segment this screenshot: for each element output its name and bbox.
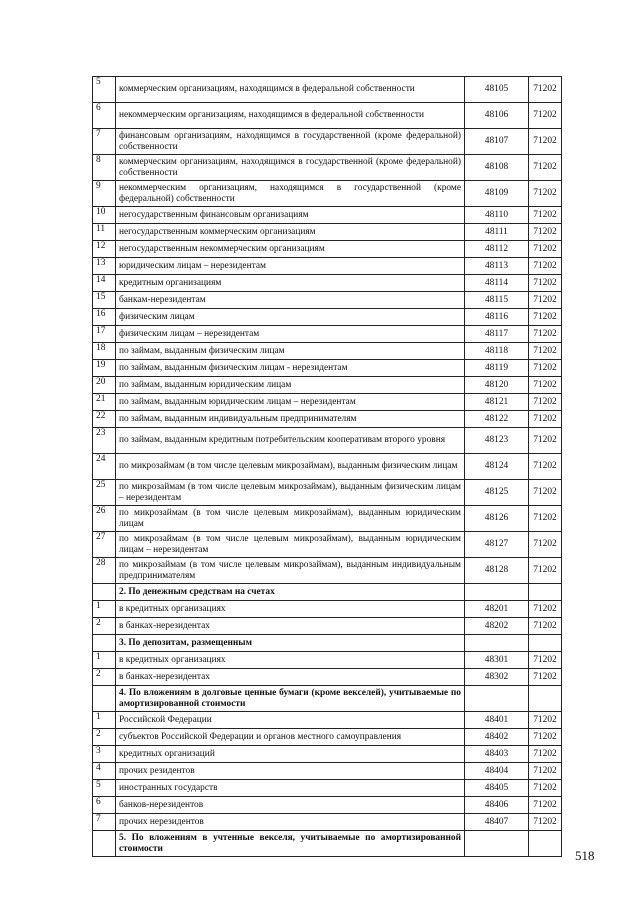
table-row [93, 532, 562, 558]
symbol-code: 71202 [529, 258, 562, 275]
row-number: 7 [93, 814, 116, 831]
row-number: 14 [93, 275, 116, 292]
section-header-row [93, 686, 562, 712]
page-number: 518 [575, 848, 595, 863]
symbol-code: 71202 [529, 601, 562, 618]
section-header-row [93, 584, 562, 601]
table-row [93, 601, 562, 618]
table-row [93, 103, 562, 129]
table-row [93, 763, 562, 780]
row-description: негосударственным финансовым организациям [116, 207, 465, 224]
accounts-table [92, 76, 562, 857]
table-row [93, 394, 562, 411]
table-row [93, 652, 562, 669]
section-header-row [93, 635, 562, 652]
table-row [93, 275, 562, 292]
symbol-code: 71202 [529, 797, 562, 814]
row-description: прочих резидентов [116, 763, 465, 780]
row-description: некоммерческим организациям, находящимся в федеральной собственности [116, 103, 465, 129]
row-description: юридическим лицам – нерезидентам [116, 258, 465, 275]
row-description: субъектов Российской Федерации и органов местного самоуправления [116, 729, 465, 746]
table-row [93, 129, 562, 155]
row-number: 1 [93, 601, 116, 618]
account-code: 48117 [465, 326, 529, 343]
row-number: 17 [93, 326, 116, 343]
account-code: 48402 [465, 729, 529, 746]
table-row [93, 480, 562, 506]
symbol-code: 71202 [529, 428, 562, 454]
row-number: 2 [93, 618, 116, 635]
account-code: 48127 [465, 532, 529, 558]
account-code: 48115 [465, 292, 529, 309]
table-row [93, 181, 562, 207]
row-description: физическим лицам [116, 309, 465, 326]
account-code: 48126 [465, 506, 529, 532]
row-description: в кредитных организациях [116, 652, 465, 669]
account-code: 48121 [465, 394, 529, 411]
symbol-code: 71202 [529, 652, 562, 669]
row-description: кредитных организаций [116, 746, 465, 763]
row-number: 25 [93, 480, 116, 506]
section-title: 3. По депозитам, размещенным [116, 635, 465, 652]
row-description: по займам, выданным физическим лицам [116, 343, 465, 360]
account-code: 48111 [465, 224, 529, 241]
table-row [93, 814, 562, 831]
row-number: 23 [93, 428, 116, 454]
symbol-code: 71202 [529, 480, 562, 506]
account-code: 48403 [465, 746, 529, 763]
account-code: 48107 [465, 129, 529, 155]
symbol-code: 71202 [529, 746, 562, 763]
row-description: финансовым организациям, находящимся в государственной (кроме федеральной) собственности [116, 129, 465, 155]
table-row [93, 360, 562, 377]
account-code: 48202 [465, 618, 529, 635]
row-number [93, 686, 116, 712]
table-row [93, 377, 562, 394]
row-description: иностранных государств [116, 780, 465, 797]
row-number: 4 [93, 763, 116, 780]
row-description: по микрозаймам (в том числе целевым микрозаймам), выданным юридическим лицам – нерезидентам [116, 532, 465, 558]
section-title: 4. По вложениям в долговые ценные бумаги (кроме векселей), учитываемые по амортизированной стоимости [116, 686, 465, 712]
account-code: 48125 [465, 480, 529, 506]
row-number: 1 [93, 652, 116, 669]
symbol-code: 71202 [529, 558, 562, 584]
row-description: по займам, выданным физическим лицам - нерезидентам [116, 360, 465, 377]
row-number: 7 [93, 129, 116, 155]
account-code: 48120 [465, 377, 529, 394]
symbol-code: 71202 [529, 669, 562, 686]
row-description: по микрозаймам (в том числе целевым микрозаймам), выданным физическим лицам – нерезидентам [116, 480, 465, 506]
row-number: 22 [93, 411, 116, 428]
symbol-code [529, 831, 562, 857]
account-code: 48301 [465, 652, 529, 669]
table-row [93, 155, 562, 181]
symbol-code: 71202 [529, 309, 562, 326]
row-description: Российской Федерации [116, 712, 465, 729]
section-title: 2. По денежным средствам на счетах [116, 584, 465, 601]
account-code [465, 831, 529, 857]
row-description: в кредитных организациях [116, 601, 465, 618]
account-code: 48113 [465, 258, 529, 275]
symbol-code: 71202 [529, 241, 562, 258]
table-row [93, 326, 562, 343]
table-row [93, 428, 562, 454]
table-row [93, 669, 562, 686]
row-number: 21 [93, 394, 116, 411]
account-code: 48124 [465, 454, 529, 480]
account-code: 48407 [465, 814, 529, 831]
table-row [93, 454, 562, 480]
account-code: 48128 [465, 558, 529, 584]
account-code: 48105 [465, 77, 529, 103]
account-code: 48302 [465, 669, 529, 686]
row-number: 26 [93, 506, 116, 532]
symbol-code: 71202 [529, 618, 562, 635]
row-description: по займам, выданным юридическим лицам – нерезидентам [116, 394, 465, 411]
row-number: 27 [93, 532, 116, 558]
table-row [93, 780, 562, 797]
row-number: 28 [93, 558, 116, 584]
symbol-code: 71202 [529, 292, 562, 309]
row-description: кредитным организациям [116, 275, 465, 292]
row-number: 11 [93, 224, 116, 241]
row-description: по займам, выданным кредитным потребительским кооперативам второго уровня [116, 428, 465, 454]
account-code [465, 686, 529, 712]
symbol-code: 71202 [529, 103, 562, 129]
row-number: 5 [93, 780, 116, 797]
row-description: в банках-нерезидентах [116, 618, 465, 635]
symbol-code: 71202 [529, 780, 562, 797]
row-description: негосударственным некоммерческим организациям [116, 241, 465, 258]
section-header-row [93, 831, 562, 857]
row-number: 2 [93, 669, 116, 686]
row-description: прочих нерезидентов [116, 814, 465, 831]
row-number: 1 [93, 712, 116, 729]
row-description: коммерческим организациям, находящимся в государственной (кроме федеральной) собственности [116, 155, 465, 181]
row-description: негосударственным коммерческим организациям [116, 224, 465, 241]
row-description: коммерческим организациям, находящимся в федеральной собственности [116, 77, 465, 103]
account-code [465, 635, 529, 652]
account-code: 48106 [465, 103, 529, 129]
symbol-code: 71202 [529, 360, 562, 377]
row-description: по займам, выданным юридическим лицам [116, 377, 465, 394]
account-code: 48110 [465, 207, 529, 224]
table-row [93, 746, 562, 763]
account-code: 48406 [465, 797, 529, 814]
account-code: 48112 [465, 241, 529, 258]
table-row [93, 207, 562, 224]
row-number: 3 [93, 746, 116, 763]
table-row [93, 712, 562, 729]
account-code: 48108 [465, 155, 529, 181]
row-description: физическим лицам – нерезидентам [116, 326, 465, 343]
symbol-code: 71202 [529, 77, 562, 103]
symbol-code: 71202 [529, 207, 562, 224]
symbol-code: 71202 [529, 181, 562, 207]
account-code: 48114 [465, 275, 529, 292]
row-number: 10 [93, 207, 116, 224]
row-number [93, 831, 116, 857]
row-number [93, 635, 116, 652]
row-number: 6 [93, 797, 116, 814]
symbol-code [529, 584, 562, 601]
row-number: 16 [93, 309, 116, 326]
symbol-code: 71202 [529, 814, 562, 831]
symbol-code [529, 686, 562, 712]
table-row [93, 258, 562, 275]
table-row [93, 224, 562, 241]
table-row [93, 506, 562, 532]
symbol-code: 71202 [529, 155, 562, 181]
table-row [93, 558, 562, 584]
symbol-code: 71202 [529, 506, 562, 532]
account-code: 48119 [465, 360, 529, 377]
row-number: 18 [93, 343, 116, 360]
row-number: 6 [93, 103, 116, 129]
account-code: 48401 [465, 712, 529, 729]
row-number: 13 [93, 258, 116, 275]
row-number: 15 [93, 292, 116, 309]
account-code [465, 584, 529, 601]
row-number: 2 [93, 729, 116, 746]
row-description: по микрозаймам (в том числе целевым микрозаймам), выданным юридическим лицам [116, 506, 465, 532]
row-description: банков-нерезидентов [116, 797, 465, 814]
symbol-code: 71202 [529, 532, 562, 558]
row-description: по микрозаймам (в том числе целевым микрозаймам), выданным физическим лицам [116, 454, 465, 480]
row-description: банкам-нерезидентам [116, 292, 465, 309]
row-number: 19 [93, 360, 116, 377]
symbol-code: 71202 [529, 343, 562, 360]
symbol-code: 71202 [529, 394, 562, 411]
row-description: по микрозаймам (в том числе целевым микрозаймам), выданным индивидуальным предпринимателям [116, 558, 465, 584]
table-row [93, 343, 562, 360]
symbol-code: 71202 [529, 454, 562, 480]
account-code: 48201 [465, 601, 529, 618]
row-description: по займам, выданным индивидуальным предпринимателям [116, 411, 465, 428]
row-number: 12 [93, 241, 116, 258]
table-row [93, 797, 562, 814]
row-number: 5 [93, 77, 116, 103]
row-number [93, 584, 116, 601]
symbol-code: 71202 [529, 377, 562, 394]
symbol-code: 71202 [529, 712, 562, 729]
table-row [93, 292, 562, 309]
symbol-code: 71202 [529, 275, 562, 292]
table-row [93, 309, 562, 326]
account-code: 48118 [465, 343, 529, 360]
symbol-code: 71202 [529, 326, 562, 343]
symbol-code: 71202 [529, 411, 562, 428]
account-code: 48122 [465, 411, 529, 428]
row-description: в банках-нерезидентах [116, 669, 465, 686]
row-number: 9 [93, 181, 116, 207]
account-code: 48404 [465, 763, 529, 780]
account-code: 48116 [465, 309, 529, 326]
symbol-code: 71202 [529, 729, 562, 746]
table-row [93, 618, 562, 635]
symbol-code: 71202 [529, 224, 562, 241]
table-row [93, 77, 562, 103]
section-title: 5. По вложениям в учтенные векселя, учитываемые по амортизированной стоимости [116, 831, 465, 857]
account-code: 48405 [465, 780, 529, 797]
table-row [93, 241, 562, 258]
table-row [93, 411, 562, 428]
account-code: 48109 [465, 181, 529, 207]
symbol-code [529, 635, 562, 652]
row-number: 24 [93, 454, 116, 480]
table-row [93, 729, 562, 746]
table-body [93, 77, 562, 857]
symbol-code: 71202 [529, 763, 562, 780]
symbol-code: 71202 [529, 129, 562, 155]
account-code: 48123 [465, 428, 529, 454]
row-number: 8 [93, 155, 116, 181]
row-description: некоммерческим организациям, находящимся в государственной (кроме федеральной) собственности [116, 181, 465, 207]
row-number: 20 [93, 377, 116, 394]
